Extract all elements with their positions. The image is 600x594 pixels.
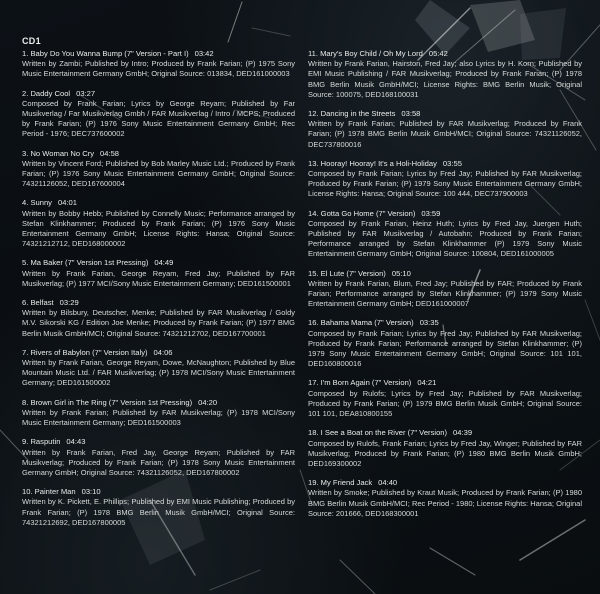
track-number-and-name: 4. Sunny [22, 198, 52, 208]
track-credits: Composed by Rulofs, Frank Farian; Lyrics by Fred Jay, Winger; Published by FAR Musikverlag; Produced by Frank Farian; (P) 1980 BMG Berlin Musik GmbH; DED169300002 [308, 438, 582, 468]
track-duration: 03:42 [194, 49, 214, 58]
track-title [308, 209, 582, 219]
track-entry [308, 269, 582, 310]
track-credits: Composed by Frank Farian, Heinz Huth; Lyrics by Fred Jay, Juergen Huth; Published by FAR Musikverlag / Autobahn; Produced by Frank Farian; Performance arranged by Stefan Klinkhammer (P) 1979 Sony Music Entertainment Germany GmbH; Original Source: 100804, DED161000005 [308, 218, 582, 259]
track-title [22, 258, 295, 268]
track-credits: Written by Zambi; Published by Intro; Produced by Frank Farian; (P) 1975 Sony Music Entertainment Germany GmbH; Original Source: 013834, DED161000003 [22, 59, 295, 79]
track-number-and-name: 3. No Woman No Cry [22, 148, 95, 158]
track-title [308, 318, 582, 328]
track-number-and-name: 11. Mary's Boy Child / Oh My Lord [308, 49, 423, 58]
track-title [308, 49, 582, 59]
track-duration: 03:55 [442, 158, 462, 168]
track-number-and-name: 6. Belfast [22, 298, 54, 308]
track-entry [308, 478, 582, 519]
track-credits: Written by Frank Farian, Hairston, Fred Jay; also Lyrics by H. Korn; Published by EMI Music Publishing / FAR Musikverlag; Produced by Frank Farian; (P) 1978 BMG Berlin Musik GmbH/MCI; License Rights: BMG Berlin Musik; Original Source: 100075, DED168100031 [308, 59, 582, 99]
track-number-and-name: 15. El Lute (7" Version) [308, 268, 386, 278]
track-entry [22, 198, 295, 249]
track-credits: Written by Frank Farian; Published by FAR Musikverlag; Produced by Frank Farian; (P) 1978 BMG Berlin Musik GmbH/MCI; Original Source: 74321126052, DEC737800016 [308, 119, 582, 149]
track-credits: Written by K. Pickett, E. Phillips; Published by EMI Music Publishing; Produced by Frank Farian; (P) 1978 BMG Berlin Musik GmbH/MCI; Original Source: 74321212692, DED167800005 [22, 497, 295, 527]
track-credits: Written by Frank Farian, George Reyam, Fred Jay; Published by FAR Musikverlag; (P) 1977 MCI/Sony Music Entertainment Germany; DED161500001 [22, 268, 295, 288]
track-title [22, 49, 295, 59]
track-title [308, 159, 582, 169]
track-duration: 05:42 [428, 49, 448, 58]
track-credits: Written by Frank Farian, George Reyam, Dowe, McNaughton; Published by Blue Mountain Music Ltd. / FAR Musikverlag; (P) 1978 MCI/Sony Music Entertainment Germany; DED161500002 [22, 358, 295, 388]
track-credits: Composed by Frank Farian; Lyrics by Fred Jay; Published by FAR Musikverlag; Produced by Frank Farian; Performance arranged by Stefan Klinkhammer; (P) 1979 Sony Music Entertainment Germany GmbH; Original Source: 101 101, DED160800016 [308, 328, 582, 369]
track-title [22, 437, 295, 447]
track-title [22, 89, 295, 99]
track-entry [22, 258, 295, 289]
track-number-and-name: 9. Rasputin [22, 437, 61, 447]
track-title [22, 198, 295, 208]
track-title [308, 428, 582, 438]
track-credits: Written by Bilsbury, Deutscher, Menke; Published by FAR Musikverlag / Goldy M.V. Sikorski KG / Edition Joe Menke; Produced by Frank Farian; (P) 1977 BMG Berlin Musik GmbH/MCI; Original Source: 74321212702, DED167700001 [22, 308, 295, 338]
track-duration: 03:58 [401, 109, 421, 119]
track-number-and-name: 18. I See a Boat on the River (7" Version) [308, 428, 448, 438]
track-entry [22, 298, 295, 339]
track-title [22, 348, 295, 358]
track-credits: Written by Frank Farian, Fred Jay, George Reyam; Published by FAR Musikverlag; Produced by Frank Farian; (P) 1978 Sony Music Entertainment Germany GmbH; Original Source: 74321126052, DED167800002 [22, 447, 295, 477]
disc-label: CD1 [22, 36, 41, 46]
track-entry [308, 378, 582, 419]
track-list-right [308, 49, 582, 519]
track-duration: 04:58 [100, 148, 120, 158]
track-duration: 03:27 [76, 88, 96, 98]
track-number-and-name: 8. Brown Girl in The Ring (7" Version 1st Pressing) [22, 397, 193, 407]
track-entry [22, 437, 295, 478]
track-number-and-name: 14. Gotta Go Home (7" Version) [308, 208, 416, 218]
track-duration: 05:10 [391, 268, 411, 278]
track-duration: 04:49 [154, 258, 174, 268]
track-entry [22, 348, 295, 389]
track-number-and-name: 10. Painter Man [22, 487, 76, 497]
track-duration: 03:10 [81, 487, 101, 497]
track-title [22, 149, 295, 159]
track-duration: 04:39 [453, 428, 473, 438]
track-title [22, 298, 295, 308]
track-title [308, 109, 582, 119]
track-duration: 04:06 [153, 347, 173, 357]
track-credits: Composed by Rulofs; Lyrics by Fred Jay; Published by FAR Musikverlag; Produced by Frank Farian; (P) 1979 BMG Berlin Musik GmbH; Original Source: 101 101, DEA810800155 [308, 388, 582, 419]
column-left [22, 36, 295, 537]
track-title [22, 487, 295, 497]
track-entry [308, 209, 582, 260]
track-listing [22, 36, 582, 537]
track-number-and-name: 7. Rivers of Babylon (7" Version Italy) [22, 347, 148, 357]
track-entry [308, 159, 582, 200]
track-entry [308, 318, 582, 369]
track-number-and-name: 19. My Friend Jack [308, 478, 373, 488]
track-entry [308, 109, 582, 150]
track-title [22, 398, 295, 408]
track-credits: Written by Bobby Hebb; Published by Connelly Music; Performance arranged by Stefan Klinkhammer; Produced by Frank Farian; (P) 1976 Sony Music Entertainment Germany GmbH; License Rights: Hansa; Original Source: 74321212712, DED168000002 [22, 208, 295, 249]
track-number-and-name: 1. Baby Do You Wanna Bump (7" Version - Part I) [22, 49, 189, 58]
track-credits: Written by Frank Farian, Blum, Fred Jay; Published by FAR; Produced by Frank Farian; Performance arranged by Stefan Klinkhammer; (P) 1979 Sony Music Entertainment Germany GmbH; DED161000007 [308, 278, 582, 309]
track-entry [308, 49, 582, 100]
track-duration: 04:43 [66, 437, 86, 447]
track-credits: Composed by Frank Farian; Lyrics by George Reyam; Published by Far Musikverlag / Far Musikverlag Gmbh / FAR Musikverlag / Intro / MCPS; Produced by Frank Farian; (P) 1976 Sony Music Entertainment Germany GmbH; Rec Period - 1976; DEC737600002 [22, 98, 295, 139]
track-duration: 04:01 [57, 198, 77, 208]
track-entry [308, 428, 582, 469]
track-duration: 03:29 [59, 298, 79, 308]
track-credits: Composed by Frank Farian; Lyrics by Fred Jay; Published by FAR Musikverlag; Produced by Frank Farian; (P) 1979 Sony Music Entertainment Germany GmbH; License Rights: Hansa; Original Source: 100 444, DEC737900003 [308, 169, 582, 199]
track-duration: 04:20 [198, 397, 218, 407]
track-entry [22, 398, 295, 429]
track-duration: 03:59 [421, 208, 441, 218]
track-number-and-name: 17. I'm Born Again (7" Version) [308, 378, 412, 388]
track-credits: Written by Vincent Ford; Published by Bob Marley Music Ltd.; Produced by Frank Farian; (P) 1976 Sony Music Entertainment Germany GmbH; Original Source: 74321126052, DED167600004 [22, 158, 295, 189]
track-entry [22, 487, 295, 528]
track-entry [22, 49, 295, 80]
column-right [308, 49, 582, 537]
track-credits: Written by Frank Farian; Published by FAR Musikverlag; (P) 1978 MCI/Sony Music Entertainment Germany; DED161500003 [22, 407, 295, 428]
track-title [308, 269, 582, 279]
track-duration: 04:21 [417, 378, 437, 388]
track-credits: Written by Smoke; Published by Kraut Musik; Produced by Frank Farian; (P) 1980 BMG Berlin Musik GmbH/MCI; Rec Period - 1980; License Rights: Hansa; Original Source: 201666, DED168300001 [308, 488, 582, 518]
track-entry [22, 89, 295, 140]
track-number-and-name: 2. Daddy Cool [22, 88, 71, 98]
track-number-and-name: 12. Dancing in the Streets [308, 109, 396, 119]
track-number-and-name: 13. Hooray! Hooray! It's a Holi-Holiday [308, 158, 437, 168]
track-number-and-name: 5. Ma Baker (7" Version 1st Pressing) [22, 258, 149, 268]
track-duration: 03:35 [419, 318, 439, 328]
track-entry [22, 149, 295, 190]
track-number-and-name: 16. Bahama Mama (7" Version) [308, 318, 414, 328]
track-list-left [22, 49, 295, 528]
track-title [308, 378, 582, 388]
track-title [308, 478, 582, 488]
track-duration: 04:40 [378, 478, 398, 488]
